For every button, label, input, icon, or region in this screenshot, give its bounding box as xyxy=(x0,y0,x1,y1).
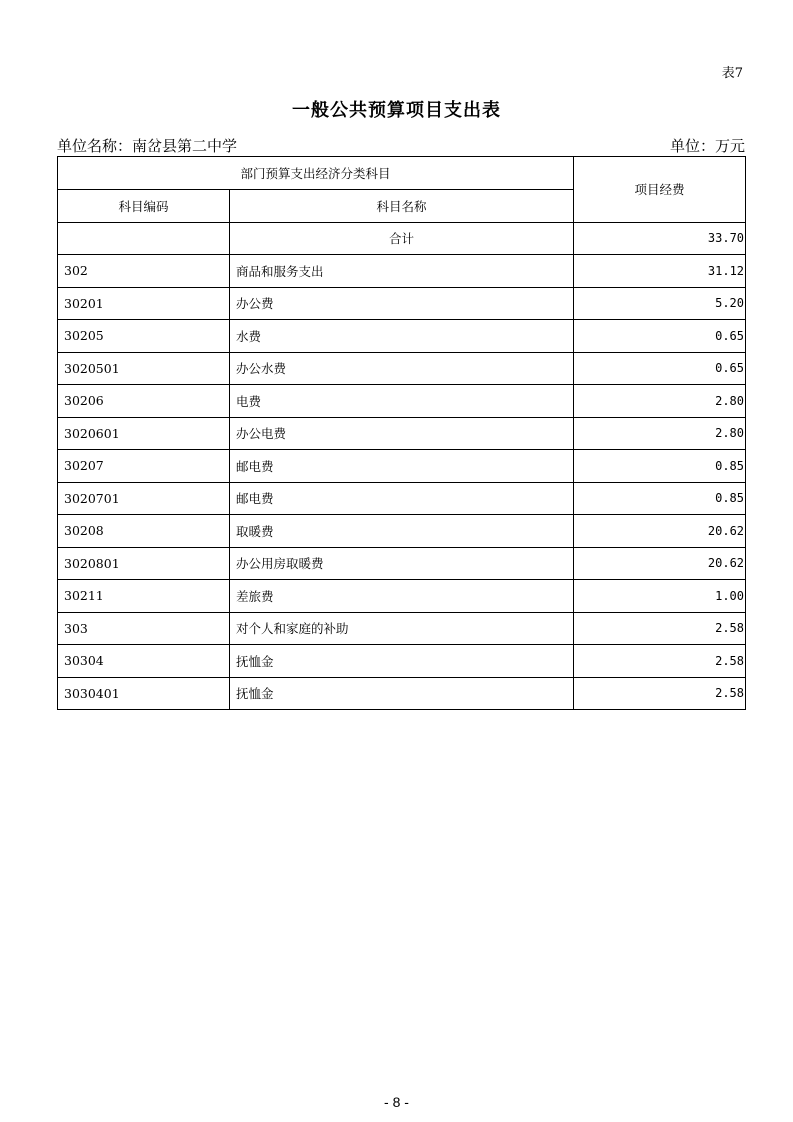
row-name: 办公费 xyxy=(230,287,574,320)
unit-name-label: 单位名称：南岔县第二中学 xyxy=(57,137,238,155)
table-row xyxy=(58,612,746,645)
row-code: 3020501 xyxy=(58,352,230,385)
row-amount: 2.58 xyxy=(574,645,746,678)
row-code: 30205 xyxy=(58,320,230,353)
row-code: 30208 xyxy=(58,515,230,548)
row-amount: 2.58 xyxy=(574,612,746,645)
total-amount: 33.70 xyxy=(574,222,746,255)
row-name: 商品和服务支出 xyxy=(230,255,574,288)
currency-unit-label: 单位：万元 xyxy=(669,137,745,155)
row-amount: 2.80 xyxy=(574,417,746,450)
row-name: 取暖费 xyxy=(230,515,574,548)
table-row xyxy=(58,287,746,320)
row-amount: 2.80 xyxy=(574,385,746,418)
row-name: 抚恤金 xyxy=(230,677,574,710)
row-amount: 31.12 xyxy=(574,255,746,288)
header-subject-name: 科目名称 xyxy=(230,190,574,223)
header-group-classification: 部门预算支出经济分类科目 xyxy=(58,157,574,190)
row-code: 3020701 xyxy=(58,482,230,515)
row-code: 302 xyxy=(58,255,230,288)
table-row xyxy=(58,547,746,580)
row-code: 3020601 xyxy=(58,417,230,450)
row-amount: 2.58 xyxy=(574,677,746,710)
page-title: 一般公共预算项目支出表 xyxy=(292,100,501,121)
table-row xyxy=(58,645,746,678)
row-code: 30207 xyxy=(58,450,230,483)
total-label: 合计 xyxy=(230,222,574,255)
row-code: 30211 xyxy=(58,580,230,613)
row-code: 303 xyxy=(58,612,230,645)
table-row xyxy=(58,352,746,385)
row-name: 办公电费 xyxy=(230,417,574,450)
row-code: 30206 xyxy=(58,385,230,418)
row-code: 3020801 xyxy=(58,547,230,580)
row-name: 邮电费 xyxy=(230,450,574,483)
page-number: - 8 - xyxy=(384,1094,409,1110)
row-name: 差旅费 xyxy=(230,580,574,613)
table-row xyxy=(58,255,746,288)
table-row xyxy=(58,677,746,710)
row-amount: 0.85 xyxy=(574,482,746,515)
table-number: 表7 xyxy=(721,66,743,81)
total-code xyxy=(58,222,230,255)
row-amount: 20.62 xyxy=(574,547,746,580)
row-name: 对个人和家庭的补助 xyxy=(230,612,574,645)
table-row xyxy=(58,580,746,613)
row-amount: 1.00 xyxy=(574,580,746,613)
table-row xyxy=(58,320,746,353)
table-row xyxy=(58,417,746,450)
total-row xyxy=(58,222,746,255)
row-name: 办公水费 xyxy=(230,352,574,385)
row-name: 办公用房取暖费 xyxy=(230,547,574,580)
row-amount: 5.20 xyxy=(574,287,746,320)
row-amount: 0.65 xyxy=(574,320,746,353)
row-name: 电费 xyxy=(230,385,574,418)
table-row xyxy=(58,385,746,418)
row-code: 3030401 xyxy=(58,677,230,710)
budget-table xyxy=(57,156,746,710)
row-name: 邮电费 xyxy=(230,482,574,515)
row-name: 抚恤金 xyxy=(230,645,574,678)
row-code: 30201 xyxy=(58,287,230,320)
row-amount: 0.65 xyxy=(574,352,746,385)
row-amount: 0.85 xyxy=(574,450,746,483)
row-code: 30304 xyxy=(58,645,230,678)
table-row xyxy=(58,450,746,483)
row-amount: 20.62 xyxy=(574,515,746,548)
row-name: 水费 xyxy=(230,320,574,353)
header-project-funds: 项目经费 xyxy=(574,157,746,223)
header-subject-code: 科目编码 xyxy=(58,190,230,223)
table-row xyxy=(58,482,746,515)
table-row xyxy=(58,515,746,548)
